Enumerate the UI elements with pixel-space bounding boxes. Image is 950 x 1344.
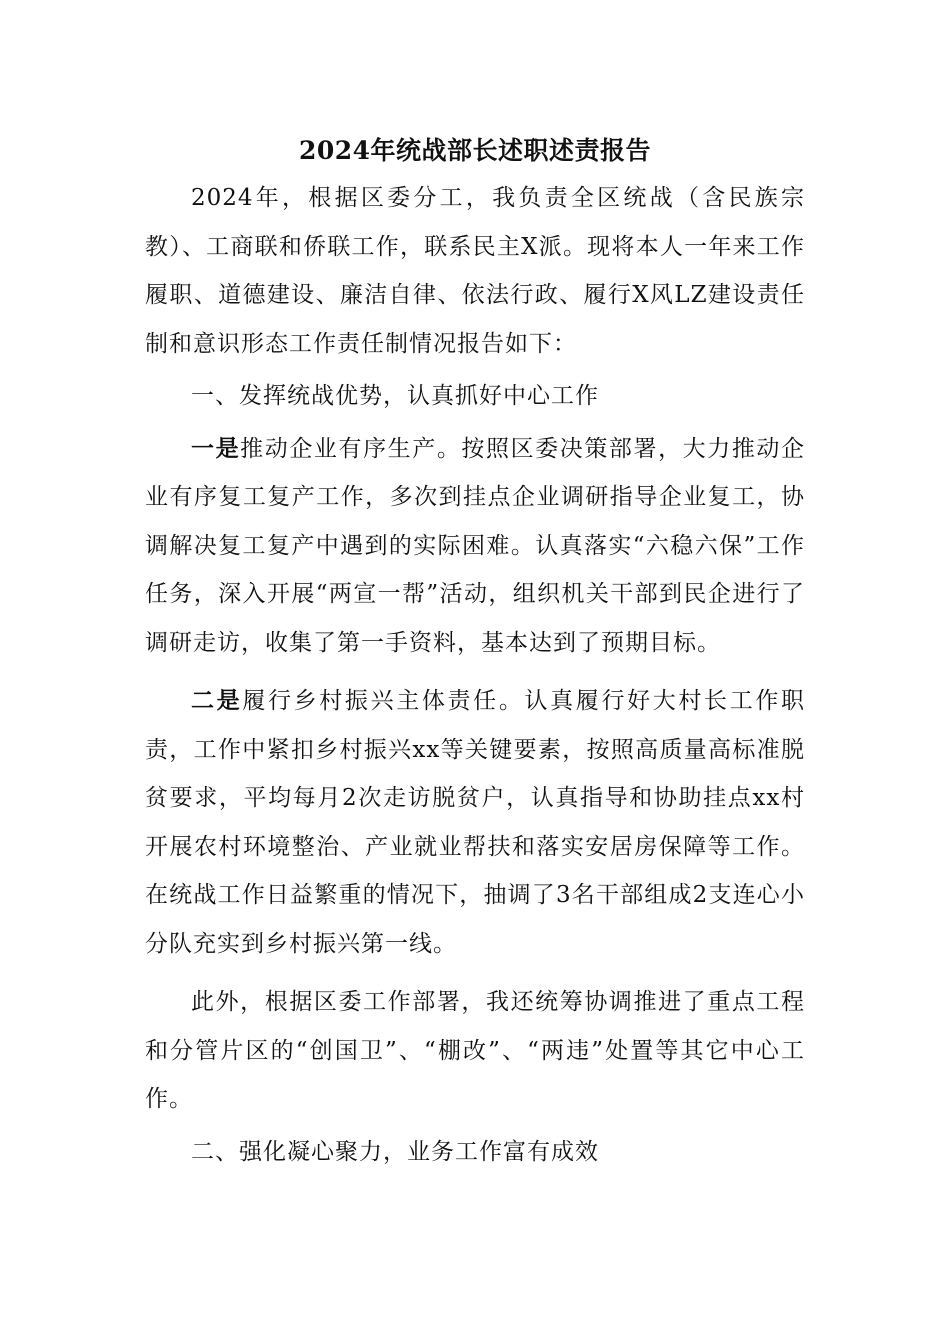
item-text-1: 推动企业有序生产。按照区委决策部署，大力推动企业有序复工复产工作，多次到挂点企业调研指导企业复工，协调解决复工复产中遇到的实际困难。认真落实“六稳六保”工作任务，深入开展“两宣一帮”活动，组织机关干部到民企进行了调研走访，收集了第一手资料，基本达到了预期目标。 bbox=[145, 435, 806, 656]
item-paragraph-1 bbox=[145, 425, 805, 668]
intro-paragraph: 2024年，根据区委分工，我负责全区统战（含民族宗教）、工商联和侨联工作，联系民主X派。现将本人一年来工作履职、道德建设、廉洁自律、依法行政、履行X风LZ建设责任制和意识形态工作责任制情况报告如下： bbox=[145, 185, 805, 357]
item-text-2: 履行乡村振兴主体责任。认真履行好大村长工作职责，工作中紧扣乡村振兴xx等关键要素，按照高质量高标准脱贫要求，平均每月2次走访脱贫户，认真指导和协助挂点xx村开展农村环境整治、产业就业帮扶和落实安居房保障等工作。在统战工作日益繁重的情况下，抽调了3名干部组成2支连心小分队充实到乡村振兴第一线。 bbox=[145, 688, 806, 957]
item-paragraph-2 bbox=[145, 677, 805, 968]
section-heading-1: 一、发挥统战优势，认真抓好中心工作 bbox=[191, 383, 599, 409]
item-lead-2: 二是 bbox=[191, 687, 243, 714]
section-heading-2: 二、强化凝心聚力，业务工作富有成效 bbox=[191, 1138, 599, 1165]
document-title: 2024年统战部长述职述责报告 bbox=[298, 136, 652, 165]
paragraph-gap bbox=[145, 968, 805, 978]
item-lead-1: 一是 bbox=[191, 434, 241, 462]
paragraph-gap bbox=[145, 667, 805, 677]
document-page bbox=[145, 128, 805, 1180]
extra-paragraph: 此外，根据区委工作部署，我还统筹协调推进了重点工程和分管片区的“创国卫”、“棚改”、“两违”处置等其它中心工作。 bbox=[145, 989, 805, 1112]
